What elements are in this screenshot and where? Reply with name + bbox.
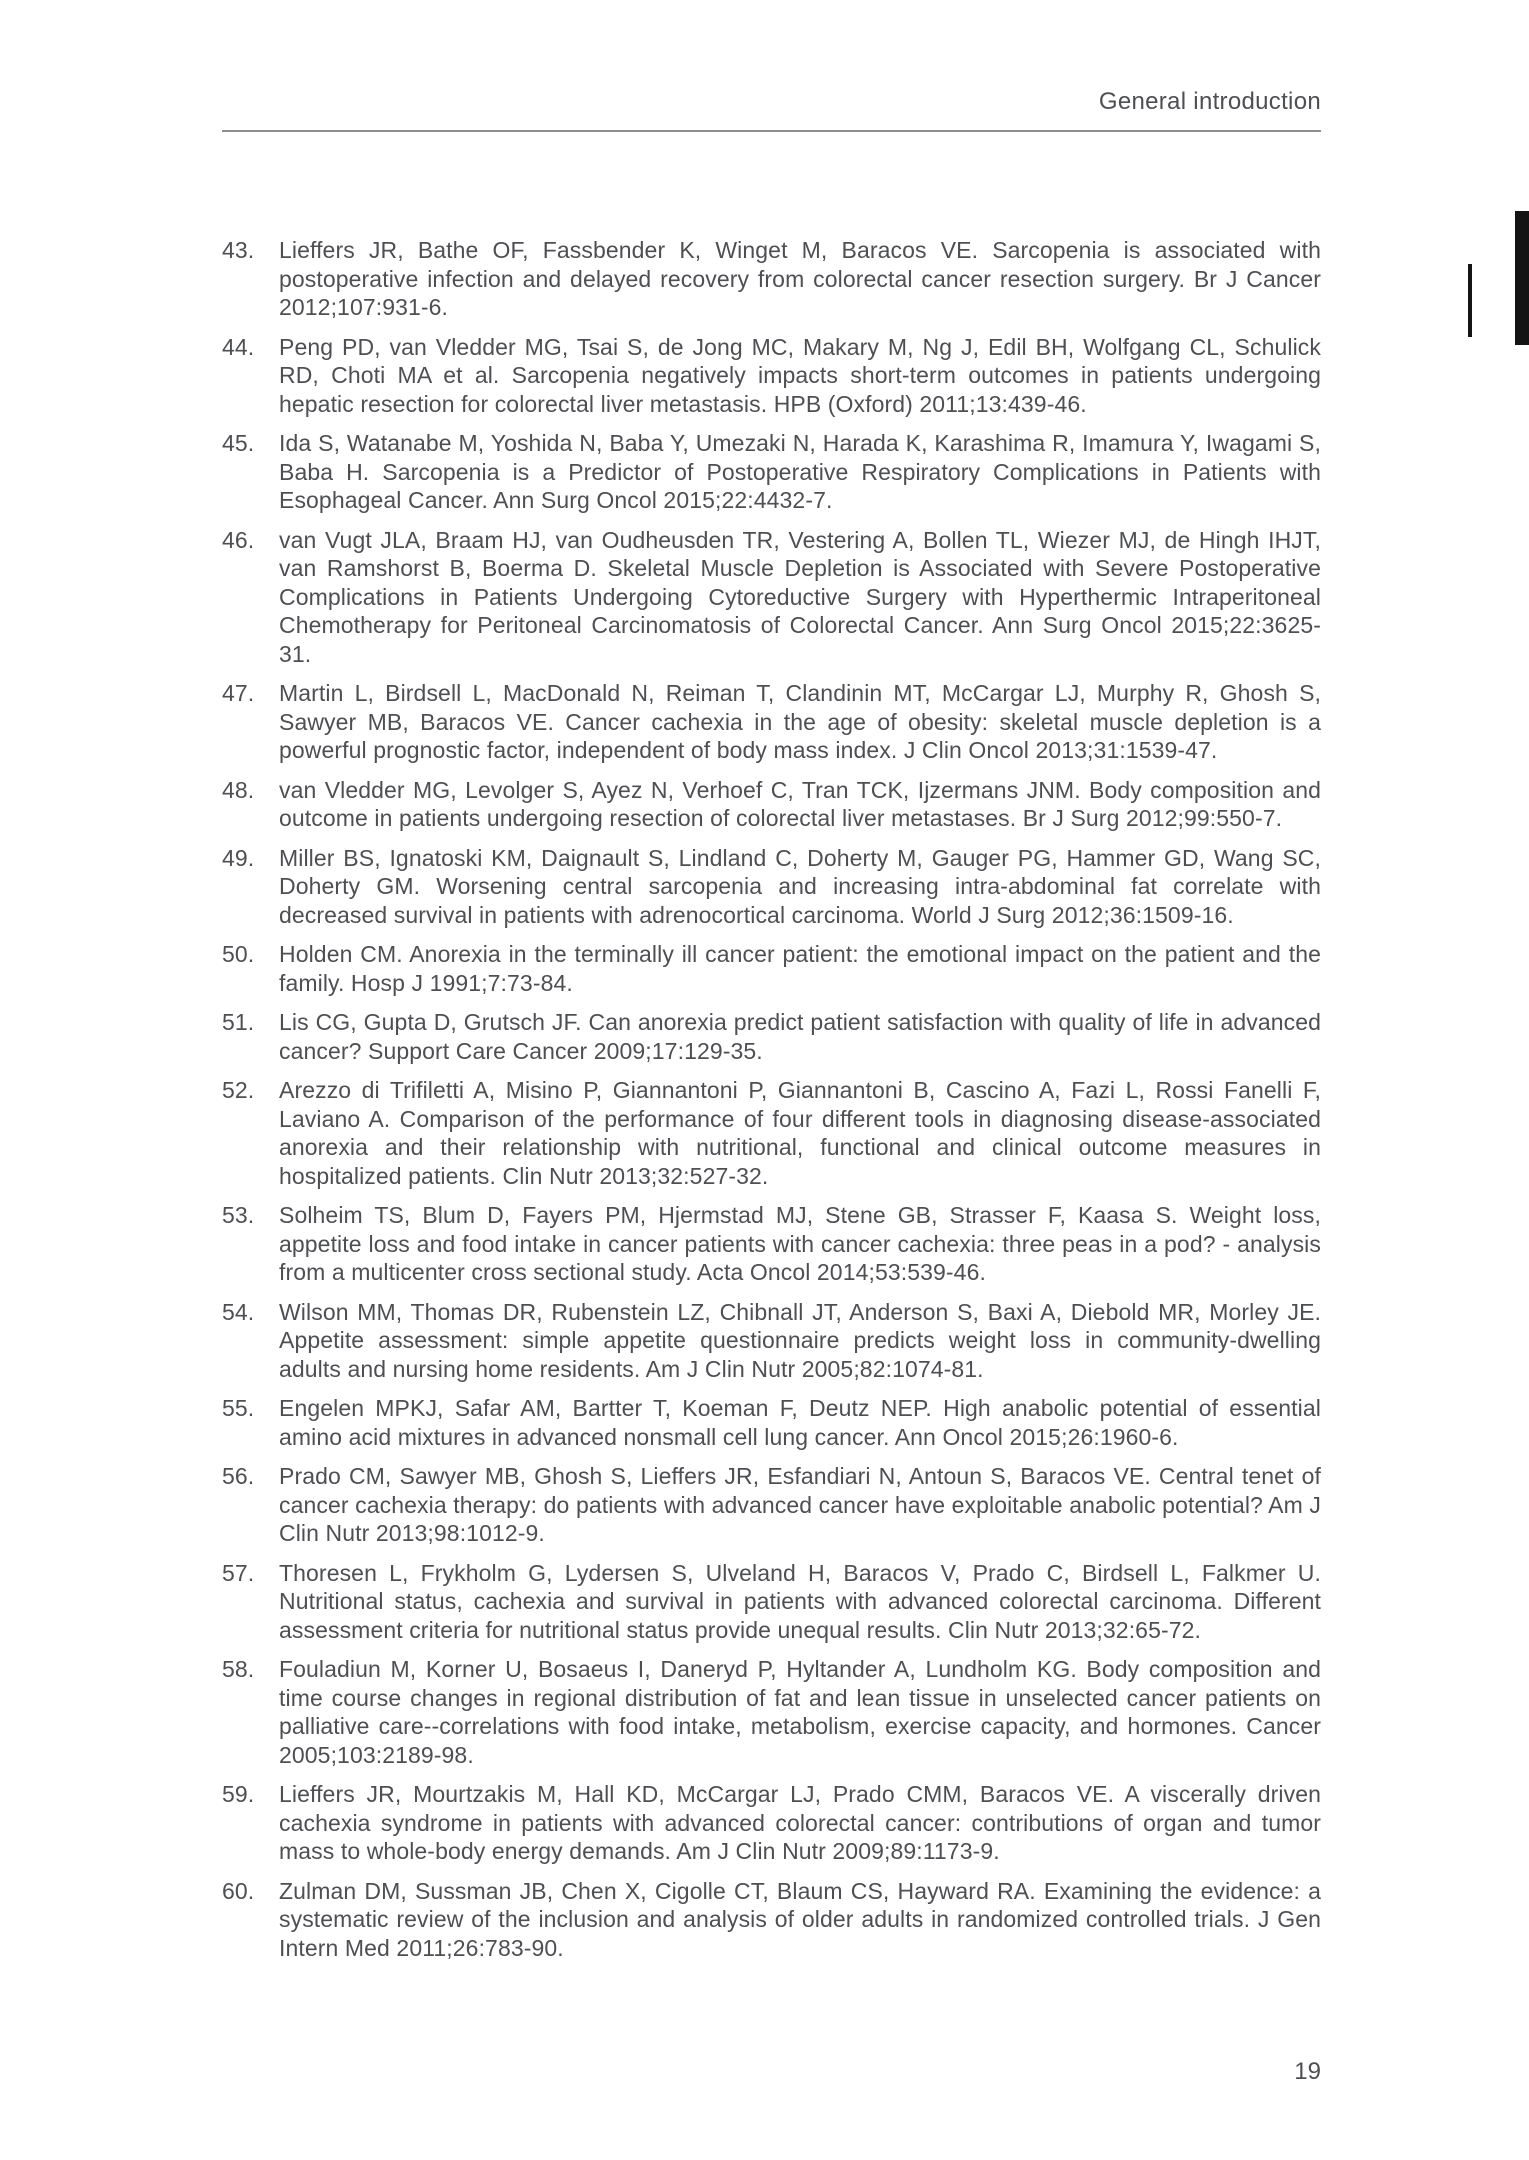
- reference-text: Arezzo di Trifiletti A, Misino P, Giannantoni P, Giannantoni B, Cascino A, Fazi L, Rossi Fanelli F, Laviano A. Comparison of the performance of four different tools in diagnosing disease-associated anorexia and their relationship with nutritional, functional and clinical outcome measures in hospitalized patients. Clin Nutr 2013;32:527-32.: [279, 1077, 1321, 1189]
- reference-list: [222, 236, 1321, 1973]
- reference-text: Peng PD, van Vledder MG, Tsai S, de Jong MC, Makary M, Ng J, Edil BH, Wolfgang CL, Schulick RD, Choti MA et al. Sarcopenia negatively impacts short-term outcomes in patients undergoing hepatic resection for colorectal liver metastasis. HPB (Oxford) 2011;13:439-46.: [279, 333, 1321, 417]
- reference-item: [222, 236, 1321, 322]
- reference-text: Miller BS, Ignatoski KM, Daignault S, Lindland C, Doherty M, Gauger PG, Hammer GD, Wang SC, Doherty GM. Worsening central sarcopenia and increasing intra-abdominal fat correlate with decreased survival in patients with adrenocortical carcinoma. World J Surg 2012;36:1509-16.: [279, 844, 1321, 928]
- reference-number: 53.: [222, 1202, 255, 1228]
- reference-number: 54.: [222, 1298, 255, 1325]
- reference-item: [222, 1462, 1321, 1548]
- reference-text: van Vugt JLA, Braam HJ, van Oudheusden TR, Vestering A, Bollen TL, Wiezer MJ, de Hingh IHJT, van Ramshorst B, Boerma D. Skeletal Muscle Depletion is Associated with Severe Postoperative Complications in Patients Undergoing Cytoreductive Surgery with Hyperthermic Intraperitoneal Chemotherapy for Peritoneal Carcinomatosis of Colorectal Cancer. Ann Surg Oncol 2015;22:3625-31.: [279, 526, 1321, 667]
- chapter-marker-bar: [1468, 264, 1472, 337]
- reference-text: Lieffers JR, Bathe OF, Fassbender K, Winget M, Baracos VE. Sarcopenia is associated with postoperative infection and delayed recovery from colorectal cancer resection surgery. Br J Cancer 2012;107:931-6.: [279, 237, 1321, 320]
- reference-number: 48.: [222, 776, 255, 803]
- reference-number: 59.: [222, 1781, 255, 1807]
- reference-text: Wilson MM, Thomas DR, Rubenstein LZ, Chibnall JT, Anderson S, Baxi A, Diebold MR, Morley JE. Appetite assessment: simple appetite questionnaire predicts weight loss in community-dwelling adults and nursing home residents. Am J Clin Nutr 2005;82:1074-81.: [279, 1298, 1321, 1382]
- reference-item: [222, 776, 1321, 833]
- reference-text: Holden CM. Anorexia in the terminally ill cancer patient: the emotional impact on the patient and the family. Hosp J 1991;7:73-84.: [279, 941, 1321, 996]
- reference-number: 52.: [222, 1077, 255, 1103]
- reference-item: [222, 429, 1321, 515]
- reference-number: 50.: [222, 941, 255, 967]
- reference-number: 57.: [222, 1559, 255, 1586]
- reference-text: van Vledder MG, Levolger S, Ayez N, Verhoef C, Tran TCK, Ijzermans JNM. Body composition and outcome in patients undergoing resection of colorectal liver metastases. Br J Surg 2012;99:550-7.: [279, 776, 1321, 831]
- reference-number: 51.: [222, 1009, 255, 1035]
- reference-item: [222, 1655, 1321, 1769]
- reference-text: Prado CM, Sawyer MB, Ghosh S, Lieffers JR, Esfandiari N, Antoun S, Baracos VE. Central tenet of cancer cachexia therapy: do patients with advanced cancer have exploitable anabolic potential? Am J Clin Nutr 2013;98:1012-9.: [279, 1463, 1321, 1546]
- reference-number: 60.: [222, 1877, 255, 1904]
- reference-text: Ida S, Watanabe M, Yoshida N, Baba Y, Umezaki N, Harada K, Karashima R, Imamura Y, Iwagami S, Baba H. Sarcopenia is a Predictor of Postoperative Respiratory Complications in Patients with Esophageal Cancer. Ann Surg Oncol 2015;22:4432-7.: [279, 430, 1321, 513]
- reference-text: Thoresen L, Frykholm G, Lydersen S, Ulveland H, Baracos V, Prado C, Birdsell L, Falkmer U. Nutritional status, cachexia and survival in patients with advanced colorectal carcinoma. Different assessment criteria for nutritional status provide unequal results. Clin Nutr 2013;32:65-72.: [279, 1559, 1321, 1643]
- reference-item: [222, 1298, 1321, 1384]
- page-number: 19: [1294, 2058, 1321, 2085]
- reference-item: [222, 844, 1321, 930]
- running-header: General introduction: [1098, 88, 1321, 115]
- reference-number: 58.: [222, 1656, 255, 1682]
- reference-item: [222, 940, 1321, 997]
- reference-item: [222, 1559, 1321, 1645]
- reference-number: 55.: [222, 1395, 255, 1421]
- reference-number: 46.: [222, 526, 255, 553]
- reference-item: [222, 1877, 1321, 1963]
- reference-item: [222, 1201, 1321, 1287]
- reference-text: Lieffers JR, Mourtzakis M, Hall KD, McCargar LJ, Prado CMM, Baracos VE. A viscerally driven cachexia syndrome in patients with advanced colorectal cancer: contributions of organ and tumor mass to whole-body energy demands. Am J Clin Nutr 2009;89:1173-9.: [279, 1781, 1321, 1864]
- reference-text: Solheim TS, Blum D, Fayers PM, Hjermstad MJ, Stene GB, Strasser F, Kaasa S. Weight loss, appetite loss and food intake in cancer patients with cancer cachexia: three peas in a pod? - analysis from a multicenter cross sectional study. Acta Oncol 2014;53:539-46.: [279, 1202, 1321, 1285]
- reference-item: [222, 1076, 1321, 1190]
- reference-text: Fouladiun M, Korner U, Bosaeus I, Daneryd P, Hyltander A, Lundholm KG. Body composition and time course changes in regional distribution of fat and lean tissue in unselected cancer patients on palliative care--correlations with food intake, metabolism, exercise capacity, and hormones. Cancer 2005;103:2189-98.: [279, 1656, 1321, 1768]
- reference-text: Zulman DM, Sussman JB, Chen X, Cigolle CT, Blaum CS, Hayward RA. Examining the evidence: a systematic review of the inclusion and analysis of older adults in randomized controlled trials. J Gen Intern Med 2011;26:783-90.: [279, 1877, 1321, 1961]
- reference-item: [222, 679, 1321, 765]
- reference-text: Engelen MPKJ, Safar AM, Bartter T, Koeman F, Deutz NEP. High anabolic potential of essential amino acid mixtures in advanced nonsmall cell lung cancer. Ann Oncol 2015;26:1960-6.: [279, 1395, 1321, 1450]
- reference-item: [222, 1008, 1321, 1065]
- header-rule: [222, 130, 1321, 132]
- reference-item: [222, 526, 1321, 669]
- reference-item: [222, 1394, 1321, 1451]
- reference-number: 45.: [222, 430, 255, 456]
- reference-number: 56.: [222, 1463, 255, 1489]
- reference-number: 49.: [222, 844, 255, 871]
- reference-item: [222, 1780, 1321, 1866]
- reference-number: 44.: [222, 333, 255, 360]
- reference-text: Martin L, Birdsell L, MacDonald N, Reiman T, Clandinin MT, McCargar LJ, Murphy R, Ghosh S, Sawyer MB, Baracos VE. Cancer cachexia in the age of obesity: skeletal muscle depletion is a powerful prognostic factor, independent of body mass index. J Clin Oncol 2013;31:1539-47.: [279, 680, 1321, 763]
- reference-item: [222, 333, 1321, 419]
- reference-number: 47.: [222, 680, 255, 706]
- chapter-tab: [1515, 211, 1529, 345]
- reference-number: 43.: [222, 237, 255, 263]
- reference-text: Lis CG, Gupta D, Grutsch JF. Can anorexia predict patient satisfaction with quality of life in advanced cancer? Support Care Cancer 2009;17:129-35.: [279, 1009, 1321, 1064]
